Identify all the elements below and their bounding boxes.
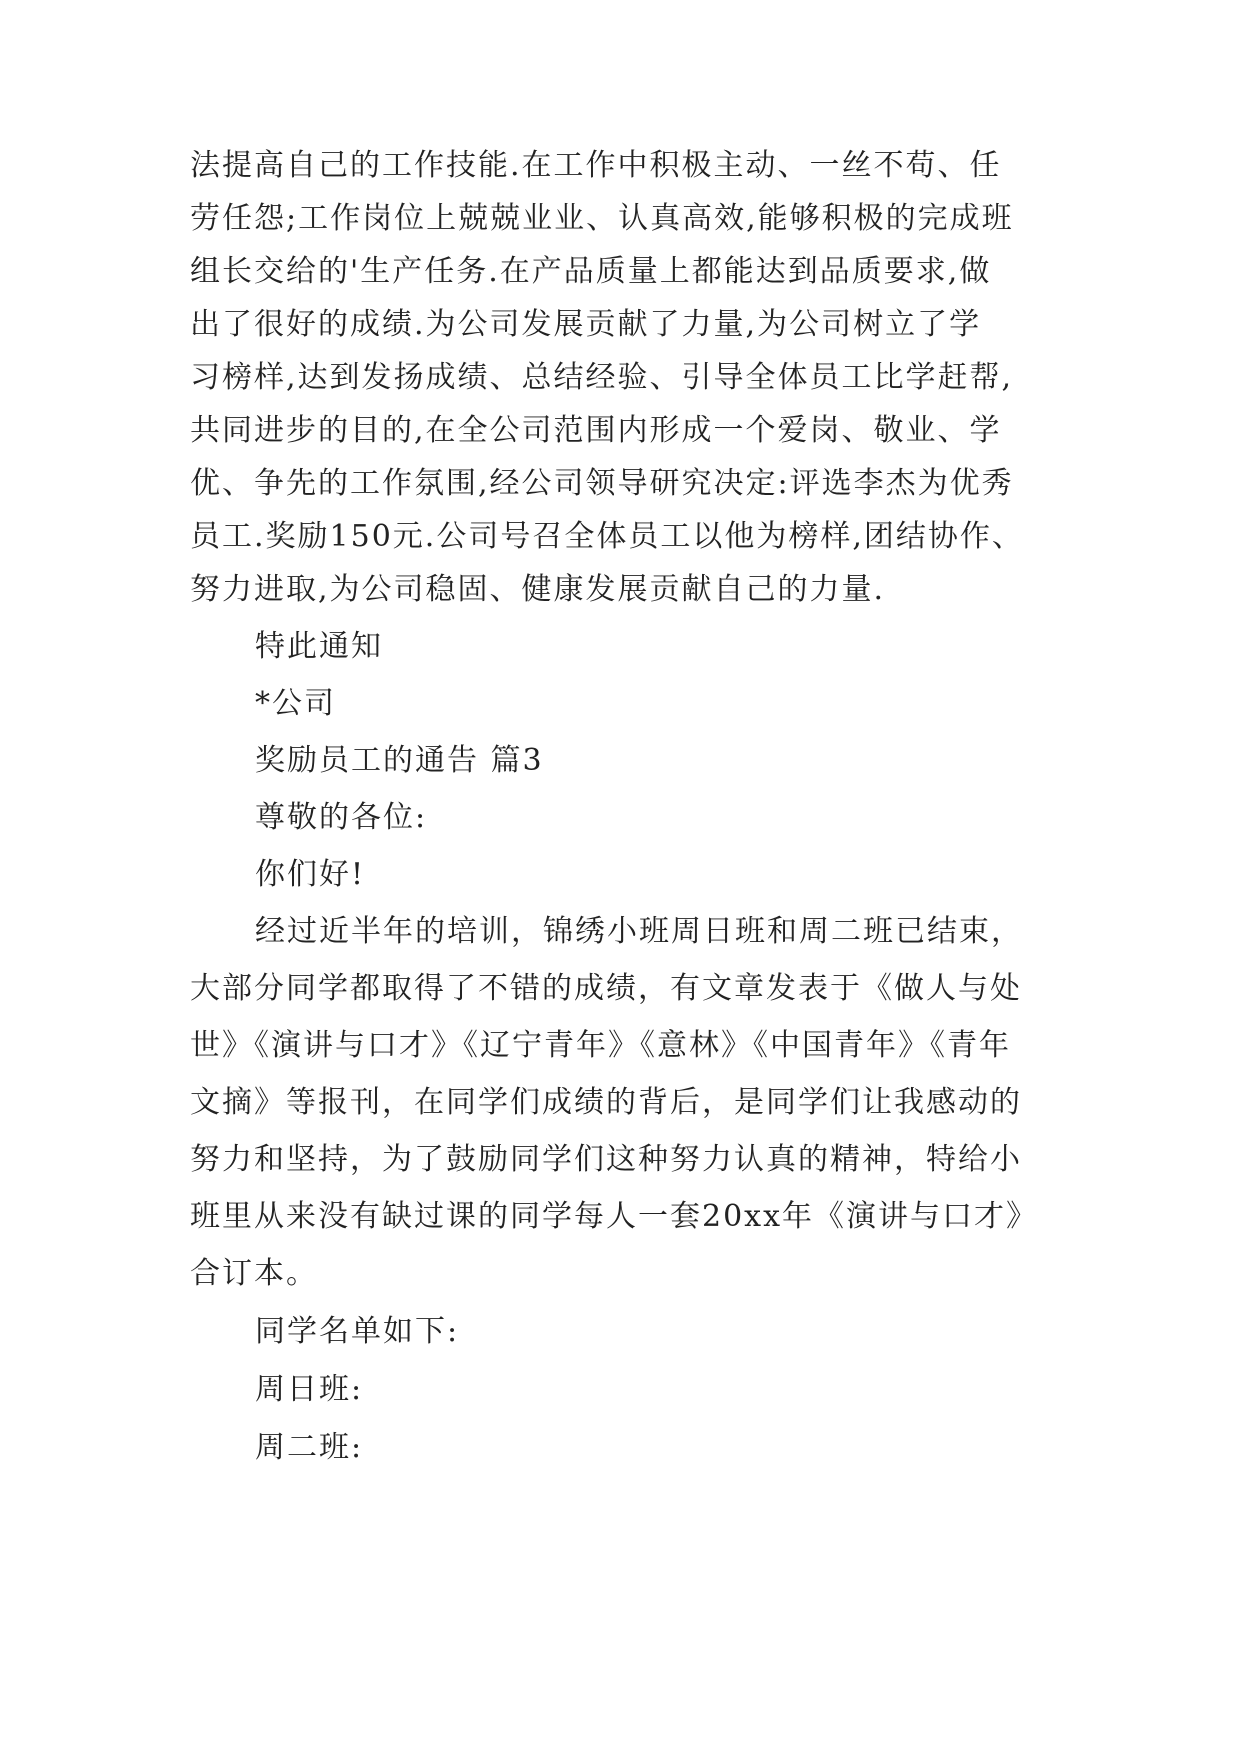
section-heading: 奖励员工的通告 篇3 — [255, 743, 544, 778]
paragraph-line: 组长交给的'生产任务.在产品质量上都能达到品质要求,做 — [190, 254, 992, 289]
class-label-sunday: 周日班: — [255, 1372, 364, 1407]
greeting: 你们好! — [255, 857, 366, 892]
paragraph-line: 出了很好的成绩.为公司发展贡献了力量,为公司树立了学 — [190, 307, 982, 342]
paragraph-line: 努力和坚持，为了鼓励同学们这种努力认真的精神，特给小 — [190, 1142, 1022, 1177]
paragraph-line: 习榜样,达到发扬成绩、总结经验、引导全体员工比学赶帮, — [190, 360, 1014, 395]
paragraph-line: 经过近半年的培训，锦绣小班周日班和周二班已结束， — [255, 914, 1023, 949]
paragraph-line: 员工.奖励150元.公司号召全体员工以他为榜样,团结协作、 — [190, 519, 1024, 554]
paragraph-line: 共同进步的目的,在全公司范围内形成一个爱岗、敬业、学 — [190, 413, 1002, 448]
paragraph-line: 法提高自己的工作技能.在工作中积极主动、一丝不苟、任 — [190, 148, 1002, 183]
company-signature: *公司 — [255, 686, 336, 721]
class-label-tuesday: 周二班: — [255, 1430, 364, 1465]
paragraph-line: 合订本。 — [190, 1256, 318, 1291]
paragraph-line: 班里从来没有缺过课的同学每人一套20xx年《演讲与口才》 — [190, 1199, 1039, 1234]
notice-closing: 特此通知 — [255, 629, 383, 664]
paragraph-line: 世》《演讲与口才》《辽宁青年》《意林》《中国青年》《青年 — [190, 1028, 1011, 1063]
salutation: 尊敬的各位: — [255, 800, 428, 835]
paragraph-line: 文摘》等报刊，在同学们成绩的背后，是同学们让我感动的 — [190, 1085, 1022, 1120]
paragraph-line: 劳任怨;工作岗位上兢兢业业、认真高效,能够积极的完成班 — [190, 201, 1014, 236]
paragraph-line: 大部分同学都取得了不错的成绩，有文章发表于《做人与处 — [190, 971, 1022, 1006]
list-intro: 同学名单如下: — [255, 1314, 460, 1349]
paragraph-line: 优、争先的工作氛围,经公司领导研究决定:评选李杰为优秀 — [190, 466, 1014, 501]
paragraph-line: 努力进取,为公司稳固、健康发展贡献自己的力量. — [190, 572, 886, 607]
